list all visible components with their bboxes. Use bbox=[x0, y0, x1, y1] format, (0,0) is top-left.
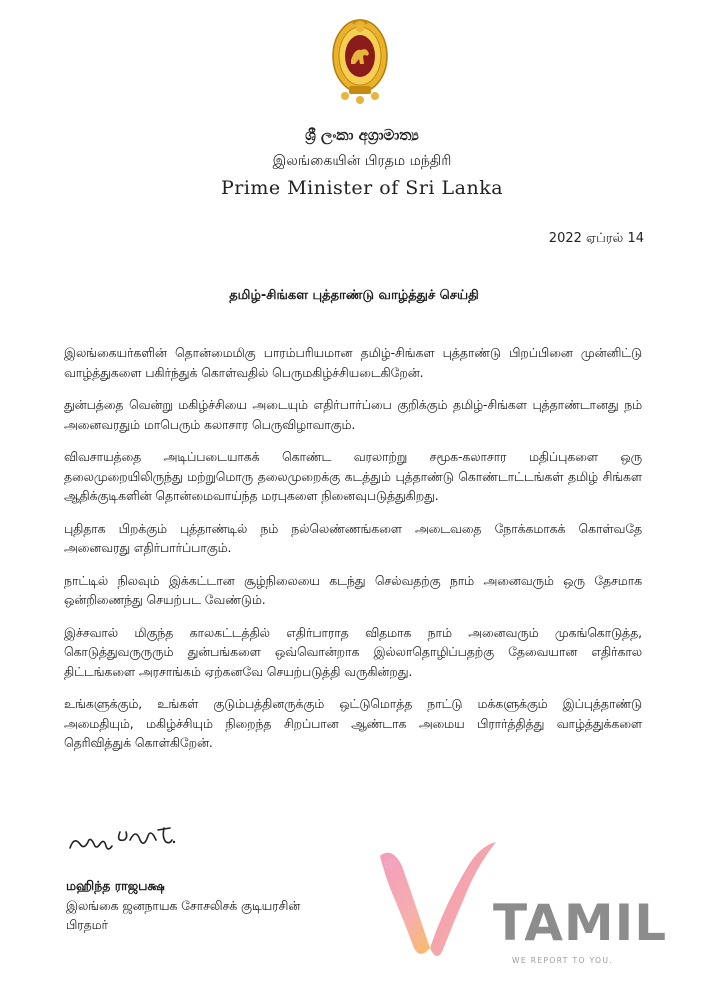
body-paragraph: விவசாயத்தை அடிப்படையாகக் கொண்ட வரலாற்று சமூக-கலாசார மதிப்புகளை ஒரு தலைமுறையிலிருந்து மற்றுமொரு தலைமுறைக்கு கடத்தும் புத்தாண்டு கொண்டாட்டங்கள் தமிழ் சிங்கள ஆதிக்குடிகளின் தொன்மைவாய்ந்த மரபுகளை நினைவுபடுத்துகிறது. bbox=[64, 450, 642, 503]
body-paragraph: உங்களுக்கும், உங்கள் குடும்பத்தினருக்கும் ஒட்டுமொத்த நாட்டு மக்களுக்கும் இப்புத்தாண்டு அமைதியும், மகிழ்ச்சியும் நிறைந்த சிறப்பான ஆண்டாக அமைய பிரார்த்தித்து வாழ்த்துக்களை தெரிவித்துக் கொள்கிறேன். bbox=[64, 697, 642, 750]
body-paragraph: துன்பத்தை வென்று மகிழ்ச்சியை அடையும் எதிர்பார்ப்பை குறிக்கும் தமிழ்-சிங்கள புத்தாண்டானது நம் அனைவரதும் மாபெரும் கலாசார பெருவிழாவாகும். bbox=[64, 398, 642, 432]
body-paragraph: நாட்டில் நிலவும் இக்கட்டான சூழ்நிலையை கடந்து செல்வதற்கு நாம் அனைவரும் ஒரு தேசமாக ஒன்றிணைந்து செயற்பட வேண்டும். bbox=[64, 573, 642, 607]
signatory-title-line: பிரதமர் bbox=[66, 918, 108, 932]
signatory-name: மஹிந்த ராஜபக்ஷ bbox=[66, 878, 165, 893]
sri-lanka-emblem-icon bbox=[331, 14, 389, 106]
letterhead-tamil: இலங்கையின் பிரதம மந்திரி bbox=[272, 153, 452, 169]
body-paragraph: இச்சவால் மிகுந்த காலகட்டத்தில் எதிர்பாராத விதமாக நாம் அனைவரும் முகங்கொடுத்த, கொடுத்துவருருரும் துன்பங்களை ஒவ்வொன்றாக இல்லாதொழிப்பதற்கு தேவையான எதிர்கால திட்டங்களை அரசாங்கம் ஏற்கனவே செயற்படுத்தி வருகின்றது. bbox=[64, 625, 642, 679]
signatory-title-line: இலங்கை ஜனநாயக சோசலிசக் குடியரசின் bbox=[66, 899, 301, 913]
signatory-title bbox=[66, 897, 406, 935]
body-paragraph: இலங்கையர்களின் தொன்மைமிகு பாரம்பரியமான தமிழ்-சிங்கள புத்தாண்டு பிறப்பினை முன்னிட்டு வாழ்த்துகளை பகிர்ந்துக் கொள்வதில் பெருமகிழ்ச்சியடைகிறேன். bbox=[64, 346, 642, 380]
letterhead-sinhala: ශ්‍රී ලංකා අග්‍රාමාත්‍ය bbox=[305, 126, 419, 144]
letter-body bbox=[64, 344, 642, 767]
watermark-brand: TAMIL bbox=[493, 894, 668, 952]
letter-subject: தமிழ்-சிங்கள புத்தாண்டு வாழ்த்துச் செய்தி bbox=[229, 288, 479, 303]
handwritten-signature bbox=[66, 818, 186, 862]
letterhead-english: Prime Minister of Sri Lanka bbox=[220, 177, 504, 199]
watermark-tagline: WE REPORT TO YOU. bbox=[512, 956, 614, 965]
letter-date: 2022 ஏப்ரல் 14 bbox=[548, 231, 644, 246]
body-paragraph: புதிதாக பிறக்கும் புத்தாண்டில் நம் நல்லெண்ணங்களை அடைவதை நோக்கமாகக் கொள்வதே அனைவரது எதிர்பார்ப்பாகும். bbox=[64, 521, 642, 555]
